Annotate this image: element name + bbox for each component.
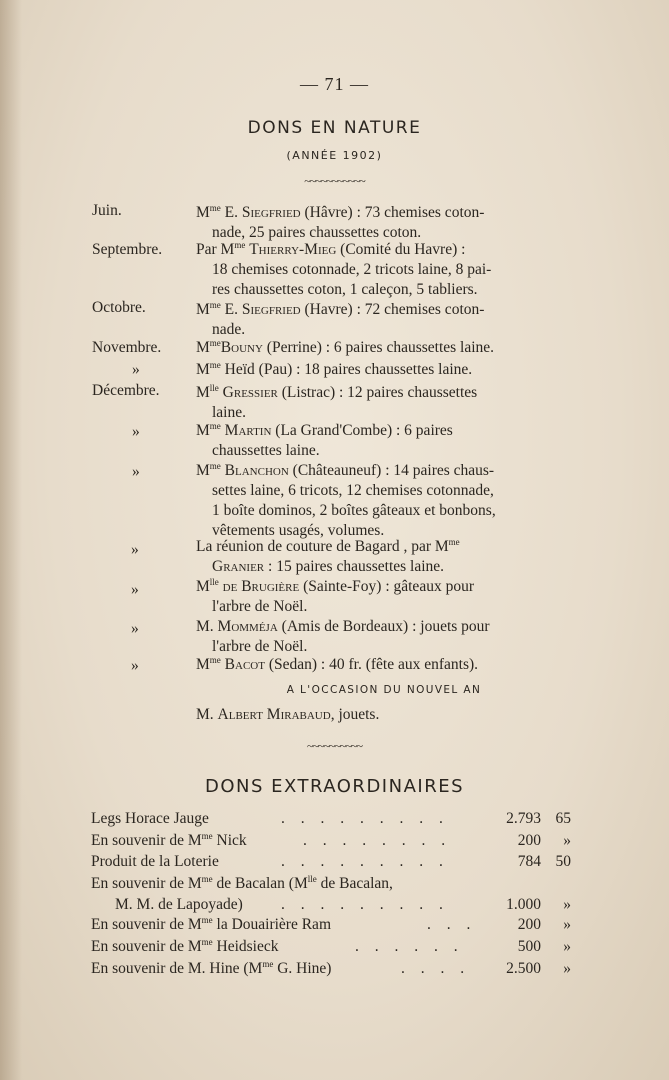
ornament-divider: ~~~~~~~~~~~ bbox=[304, 174, 365, 188]
donation-entry: $M^{lle}$ Gressier (Listrac) : 12 paires chaussettes laine. bbox=[196, 383, 478, 421]
leader-dots: . . . . . . . . bbox=[303, 832, 452, 849]
albert-mirabaud-entry: M. Albert Mirabaud, jouets. bbox=[196, 706, 380, 723]
extra-donation-row bbox=[91, 830, 571, 851]
extra-donation-row bbox=[91, 808, 571, 829]
month-label: Juin. bbox=[92, 202, 122, 219]
ditto-mark: » bbox=[131, 581, 139, 598]
donation-label: En souvenir de $M^{me}$ la Douairière Ram bbox=[91, 915, 331, 933]
amount-cents: » bbox=[563, 938, 571, 955]
amount-francs: 500 bbox=[517, 938, 541, 955]
amount-cents: 65 bbox=[555, 810, 571, 827]
amount-cents: » bbox=[563, 916, 571, 933]
section-subtitle-year: (ANNÉE 1902) bbox=[286, 149, 383, 162]
donation-label: Legs Horace Jauge bbox=[91, 810, 209, 827]
extra-donation-row bbox=[91, 958, 571, 979]
amount-francs: 200 bbox=[517, 916, 541, 933]
month-label: Décembre. bbox=[92, 382, 160, 399]
ornament-divider-2: ~~~~~~~~~~ bbox=[307, 739, 362, 753]
donation-entry: $M^{me}$ Blanchon (Châteauneuf) : 14 paires chaus- settes laine, 6 tricots, 12 chemises cotonnade, 1 boîte dominos, 2 boîtes gâteaux et bonbons, vêtements usagés, volumes. bbox=[196, 461, 496, 539]
donation-label: En souvenir de $M^{me}$ de Bacalan ($M^{lle}$ de Bacalan, bbox=[91, 874, 393, 892]
ditto-mark: » bbox=[132, 423, 140, 440]
amount-cents: » bbox=[563, 896, 571, 913]
amount-francs: 2.500 bbox=[506, 960, 541, 977]
month-label: Septembre. bbox=[92, 241, 163, 258]
extra-donation-row bbox=[91, 936, 571, 957]
ditto-mark: » bbox=[131, 620, 139, 637]
donation-label: Produit de la Loterie bbox=[91, 853, 219, 870]
ditto-mark: » bbox=[132, 463, 140, 480]
page-number: — 71 — bbox=[300, 74, 369, 94]
amount-francs: 784 bbox=[517, 853, 541, 870]
ditto-mark: » bbox=[131, 541, 139, 558]
extra-donation-row bbox=[91, 873, 571, 894]
month-label: Octobre. bbox=[92, 299, 146, 316]
occasion-heading: A L'OCCASION DU NOUVEL AN bbox=[286, 684, 482, 696]
leader-dots: . . . . . . . . . bbox=[281, 810, 449, 827]
donation-entry: $M^{me}$ E. Siegfried (Havre) : 72 chemises coton- nade. bbox=[196, 300, 485, 338]
donation-entry: $M^{lle}$ de Brugière (Sainte-Foy) : gâteaux pour l'arbre de Noël. bbox=[196, 577, 474, 615]
amount-cents: 50 bbox=[555, 853, 571, 870]
donation-label: En souvenir de M. Hine ($M^{me}$ G. Hine) bbox=[91, 959, 332, 977]
donation-entry: $M^{me}$ Bacot (Sedan) : 40 fr. (fête aux enfants). bbox=[196, 655, 479, 673]
donation-entry: M. Momméja (Amis de Bordeaux) : jouets pour l'arbre de Noël. bbox=[196, 618, 490, 655]
donation-entry: $M^{me}$ Heïd (Pau) : 18 paires chaussettes laine. bbox=[196, 360, 473, 378]
leader-dots: . . . . . . bbox=[355, 938, 464, 955]
month-label: Novembre. bbox=[92, 339, 162, 356]
extra-donation-row bbox=[91, 851, 571, 872]
amount-francs: 200 bbox=[517, 832, 541, 849]
amount-francs: 1.000 bbox=[506, 896, 541, 913]
donation-entry: Par $M^{me}$ Thierry-Mieg (Comité du Havre) : 18 chemises cotonnade, 2 tricots laine, 8 pai- res chaussettes coton, 1 caleçon, 5 tabliers. bbox=[196, 240, 492, 298]
ditto-mark: » bbox=[131, 657, 139, 674]
donation-entry: $M^{me}$ Martin (La Grand'Combe) : 6 paires chaussettes laine. bbox=[196, 421, 453, 459]
amount-cents: » bbox=[563, 960, 571, 977]
donation-label: En souvenir de $M^{me}$ Nick bbox=[91, 831, 247, 849]
donation-label: En souvenir de $M^{me}$ Heidsieck bbox=[91, 937, 279, 955]
ditto-mark: » bbox=[132, 361, 140, 378]
donation-entry: La réunion de couture de Bagard , par $M^{me}$ Granier : 15 paires chaussettes laine. bbox=[196, 537, 460, 575]
section-title-dons-extraordinaires: DONS EXTRAORDINAIRES bbox=[204, 776, 465, 797]
leader-dots: . . . . bbox=[401, 960, 471, 977]
leader-dots: . . . . . . . . . bbox=[281, 896, 449, 913]
amount-francs: 2.793 bbox=[506, 810, 541, 827]
section-title-dons-en-nature: DONS EN NATURE bbox=[247, 118, 422, 138]
leader-dots: . . . . . . . . . bbox=[281, 853, 449, 870]
extra-donation-row bbox=[91, 914, 571, 935]
donation-label-continued: M. M. de Lapoyade) bbox=[115, 896, 243, 913]
leader-dots: . . . bbox=[427, 916, 477, 933]
donation-entry: $M^{me}$ E. Siegfried (Hâvre) : 73 chemises coton- nade, 25 paires chaussettes coton. bbox=[196, 203, 485, 241]
amount-cents: » bbox=[563, 832, 571, 849]
extra-donation-row-continued bbox=[91, 894, 571, 915]
donation-entry: $M^{me}Bouny$ (Perrine) : 6 paires chaussettes laine. bbox=[196, 338, 495, 356]
page-edge-shadow bbox=[0, 0, 22, 1080]
